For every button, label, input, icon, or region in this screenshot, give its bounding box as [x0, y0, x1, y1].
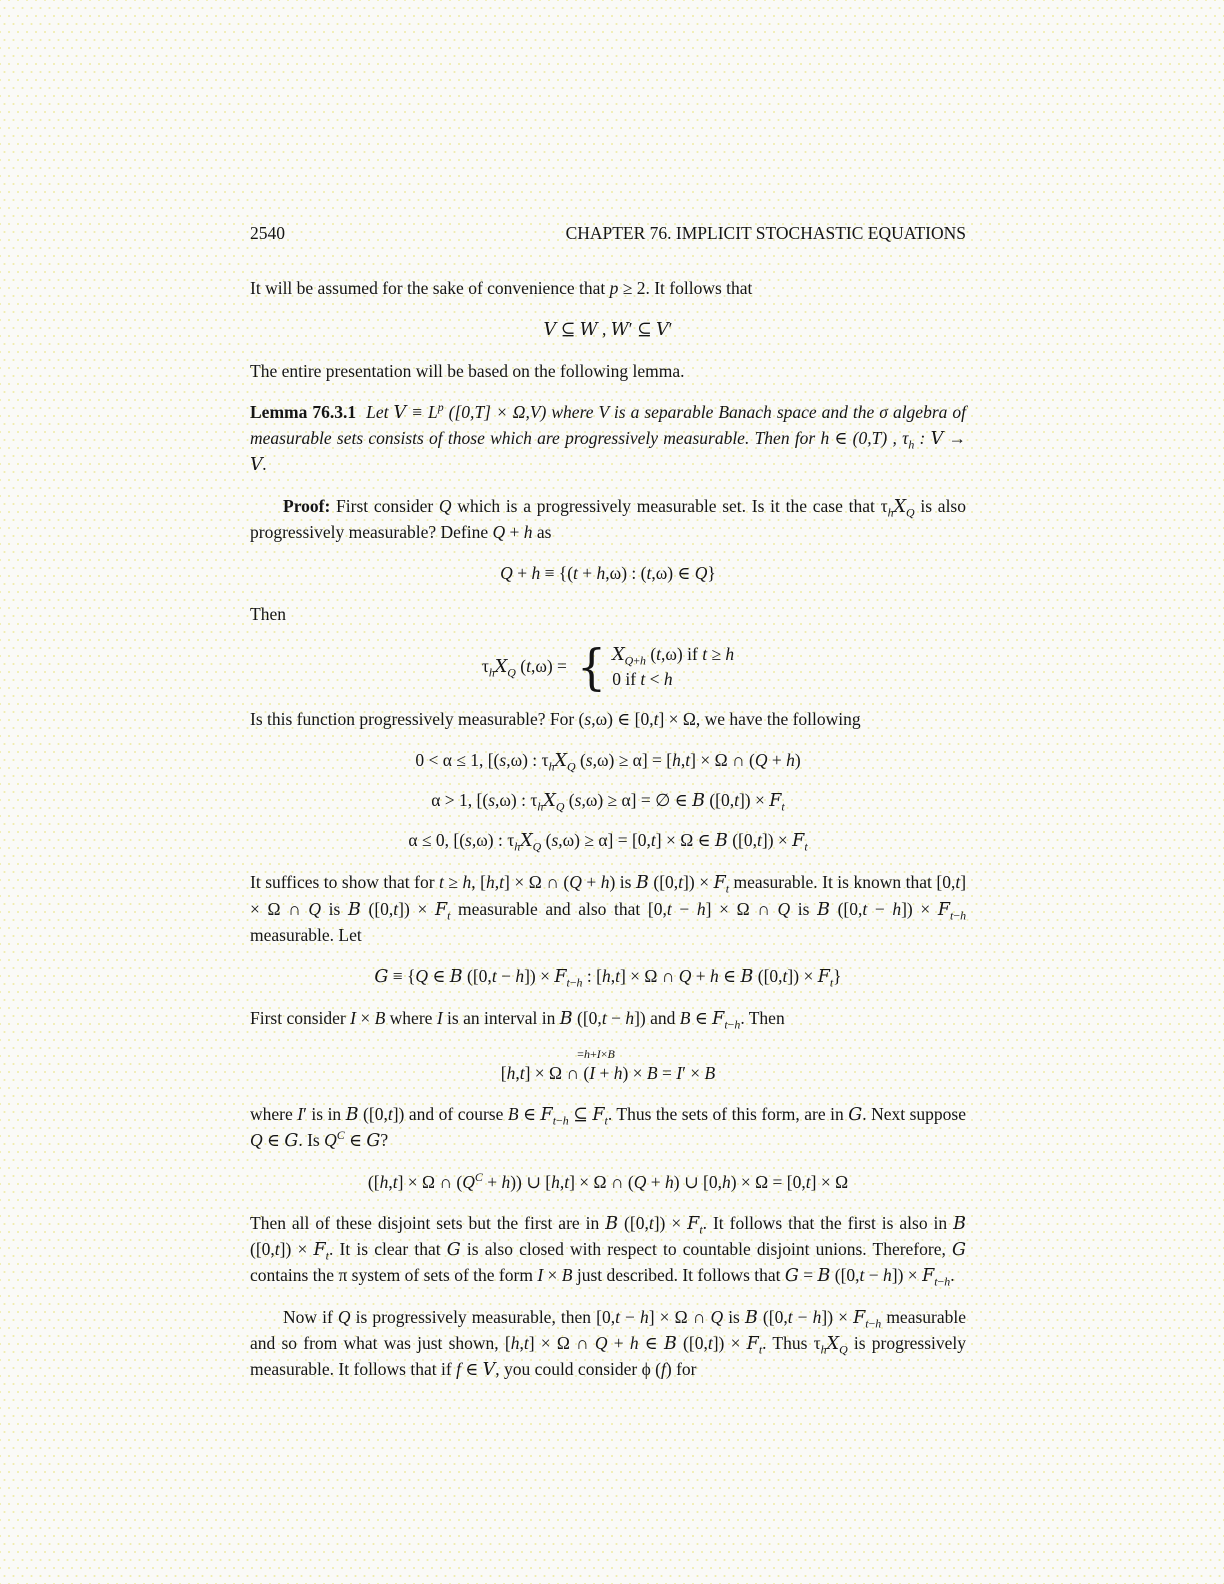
equation-space-inclusions: V ⊆ W , W′ ⊆ V′ [543, 319, 673, 341]
interval-main-equation: [h,t] × Ω ∩ (I + h) × B = I′ × B [500, 1062, 716, 1083]
paragraph-first-consider: First consider I × B where I is an interval in B ([0,t − h]) and B ∈ $F_{t-h}$. Then [250, 1007, 785, 1032]
paragraph-then: Then [250, 604, 286, 625]
paragraph-presentation: The entire presentation will be based on the following lemma. [250, 361, 685, 382]
cases-bottom-row: 0 if t < h [612, 668, 673, 689]
equation-union-identity: ([h,t] × Ω ∩ $(Q^C + h)$) ∪ [h,t] × Ω ∩ (Q + h) ∪ [0,h) × Ω = [0,t] × Ω [367, 1169, 849, 1192]
lemma-label: Lemma 76.3.1 [250, 402, 357, 423]
chapter-title: CHAPTER 76. IMPLICIT STOCHASTIC EQUATIONS [565, 223, 966, 243]
interval-over-label: =h+I×B [577, 1046, 615, 1061]
paragraph-question: Is this function progressively measurable? For (s,ω) ∈ [0,t] × Ω, we have the following [250, 709, 861, 730]
lemma-block [250, 400, 966, 478]
paragraph-intro: It will be assumed for the sake of convenience that p ≥ 2. It follows that [250, 278, 753, 299]
equation-alpha-le-zero: α ≤ 0, [(s,ω) : $\tau_hX_Q$ (s,ω) ≥ α] = [0,t] × Ω ∈ B $([0,t]) \times F_t$ [408, 830, 808, 854]
paragraph-now: Now if Q is progressively measurable, then [0,t − h] × Ω ∩ Q is B $([0,t - h]) \times F_{t-h}$ measurable and so from what was just shown, [h,t] × Ω ∩ Q + h ∈ B $([0,t]) \times F_t$. Thus $\tau_hX_Q$ is progressively measurable. It follows that if f ∈ V, you could consider ϕ (f) for [250, 1306, 967, 1380]
paragraph-proof: Proof: First consider Q which is a progressively measurable set. Is it the case that $\tau_hX_Q$ is also progressively measurable? Define Q + h as [250, 496, 966, 543]
equation-tau-cases [250, 638, 966, 695]
text-column [250, 221, 966, 1399]
paragraph-disjoint: Then all of these disjoint sets but the first are in B $([0,t]) \times F_t$. It follows that the first is also in B $([0,t]) \times F_t$. It is clear that G is also closed with respect to countable disjoint unions. Therefore, G contains the π system of sets of the form I × B just described. It follows that G = B $([0,t - h]) \times F_{t-h}$. [250, 1212, 967, 1289]
left-brace-glyph: { [576, 638, 607, 695]
cases-column [612, 643, 734, 691]
paragraph-suffices: It suffices to show that for t ≥ h, [h,t] × Ω ∩ (Q + h) is B $([0,t]) \times F_t$ measurable. It is known that [0,t] × Ω ∩ Q is B $([0,t]) \times F_t$ measurable and also that [0,t − h] × Ω ∩ Q is B $([0,t - h]) \times F_{t-h}$ measurable. Let [250, 872, 967, 945]
paragraph-where: where I′ is in B ([0,t]) and of course B ∈ $F_{t-h}$ ⊆ $F_t$. Thus the sets of this form, are in G. Next suppose Q ∈ G. Is $Q^C$ ∈ G? [250, 1103, 966, 1151]
cases-top-row: $X_{Q+h}$ (t,ω) if t ≥ h [612, 644, 735, 668]
equation-alpha-between: 0 < α ≤ 1, [(s,ω) : $\tau_hX_Q$ (s,ω) ≥ α] = [h,t] × Ω ∩ (Q + h) [415, 750, 801, 774]
equation-interval-shift [250, 1048, 966, 1086]
running-header [250, 221, 966, 246]
cases-left-side: $\tau_hX_Q$ (t,ω) = [481, 656, 567, 680]
page-number: 2540 [250, 223, 285, 243]
equation-class-g: G ≡ {Q ∈ B $([0,t - h]) \times F_{t-h}$ : [h,t] × Ω ∩ Q + h ∈ B $([0,t]) \times F_t$} [374, 965, 842, 990]
lemma-body: Let $V \equiv L^p$ ([0,T] × Ω,V) where V is a separable Banach space and the σ algebra of measurable sets consists of those which are progressively measurable. Then for h ∈ (0,T) , $\tau_h$ : V → V. [250, 400, 967, 476]
equation-q-plus-h: Q + h ≡ {(t + h,ω) : (t,ω) ∈ Q} [500, 563, 716, 584]
equation-alpha-gt-one: α > 1, [(s,ω) : $\tau_hX_Q$ (s,ω) ≥ α] = ∅ ∈ B $([0,t]) \times F_t$ [431, 790, 785, 814]
